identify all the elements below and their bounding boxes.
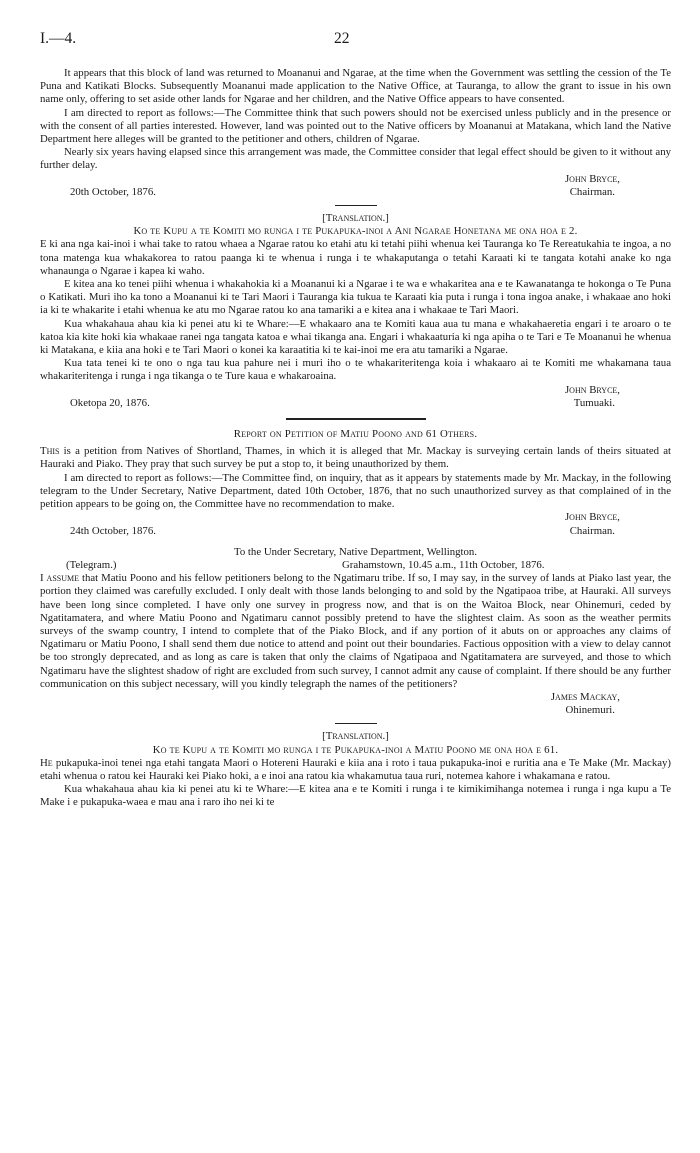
date: 24th October, 1876. (70, 524, 156, 537)
paragraph-text: that Matiu Poono and his fellow petitioners belong to the Ngatimaru tribe. If so, I may say, in the survey of lands at Piako last year, the portion they claimed was carefully excluded. I only dealt with those lands belonging to and sold by the Ngatipaoa tribe, at Hauraki. All surveys have been long since completed. I have only one survey in progress now, and that is on the Waitoa Block, near Ohinemuri, ceded by Ngatitamatera, and where Matiu Poono and Ngatimaru cannot possibly pretend to have the slightest claim. As soon as the weather permits surveys of the swamp country, I intend to complete that of the Piako Block, and if any portion of it abuts on or approaches any claims of Ngatimaru or Matiu Poono, I shall send them due notice to attend and point out their boundaries. Factious opposition with a view to delay cannot be too strongly deprecated, and as long as care is taken that only the claims of Ngatipaoa and Ngatitamatera are surveyed, and those to which Ngatimaru have the slightest shadow of right are excluded from such survey, I cannot admit any cause of complaint. If there should be any further communication on this subject necessary, will you kindly telegraph the names of the petitioners? (40, 572, 672, 690)
translation-label: [Translation.] (322, 212, 389, 225)
signature-title: Chairman. (569, 524, 615, 537)
paragraph: Kua whakahaua ahau kia ki penei atu ki te Whare:—E kitea ana e te Komiti i runga i te kimikimihanga notemea i runga i nga kupu a Te Make i e pukapuka-waea e mau ana i raro iho nei ki te (40, 783, 671, 809)
signature-place: Ohinemuri. (565, 704, 615, 717)
paragraph: Kua whakahaua ahau kia ki penei atu ki te Whare:—E whakaaro ana te Komiti kaua aua tu mana e whakahaeretia engari i te aroaro o te katoa kia kite hoki kia whakaae ranei nga tangata katoa e whai tikanga ana. Engari i whakaaturia ki nga apiha o te Tari e Te Moananui he whenua ki Matakana, e kiia ana hoki e te Tari Maori o konei ka karaatitia ki te kai-inoi me era atu tamariki a Ngarae. (40, 317, 671, 357)
signature-name: John Bryce, (564, 383, 620, 396)
paragraph-text: is a petition from Natives of Shortland, Thames, in which it is alleged that Mr. Mackay is surveying certain lands of theirs situated at Hauraki and Piako. They pray that such survey be put a stop to, it being unauthorized by them. (40, 445, 671, 471)
signature-title: Chairman. (569, 185, 615, 198)
lead-word: This (40, 445, 60, 458)
lead-word: I assume (40, 572, 80, 585)
document-reference: I.—4. (40, 30, 77, 47)
section-divider (286, 418, 426, 420)
paragraph (40, 757, 671, 783)
date-signature-row (40, 397, 671, 410)
divider (335, 723, 377, 724)
paragraph-text: pukapuka-inoi tenei nga etahi tangata Maori o Hotereni Hauraki e kiia ana i roto i taua pukapuka-inoi e ruritia ana e Te Make (Mr. Mackay) etahi whenua o ratou kei Hauraki kei Piako hoki, a e inoi ana ratou kia whakamutua taua ruri, notemea kahore i whakamana e ratou. (40, 756, 671, 782)
date-signature-row (40, 525, 671, 538)
section-heading: Ko te Kupu a te Komiti mo runga i te Pukapuka-inoi a Matiu Poono me ona hoa e 61. (152, 743, 559, 756)
telegram-place-time: Grahamstown, 10.45 a.m., 11th October, 1876. (342, 558, 545, 571)
paragraph (40, 445, 671, 471)
translation-label: [Translation.] (322, 730, 389, 743)
divider (335, 205, 377, 206)
date: Oketopa 20, 1876. (70, 396, 150, 409)
section-heading: Ko te Kupu a te Komiti mo runga i te Pukapuka-inoi a Ani Ngarae Honetana me ona hoa e 2. (133, 225, 578, 238)
date: 20th October, 1876. (70, 185, 156, 198)
telegram-label: (Telegram.) (66, 558, 117, 571)
paragraph: Kua tata tenei ki te ono o nga tau kua pahure nei i muri iho o te whakariteritenga koia i whakaaro ai te Komiti me whakamana taua whakariteritenga i runga i nga tikanga o te Ture kaua e whakaroaina. (40, 357, 671, 383)
paragraph: Nearly six years having elapsed since this arrangement was made, the Committee consider that legal effect should be given to it without any further delay. (40, 146, 671, 172)
signature-name: John Bryce, (564, 511, 620, 524)
paragraph: E kitea ana ko tenei piihi whenua i whakahokia ki a Moananui ki a Ngarae i te wa e whakaritea ana e te Kawanatanga te hokonga o Te Puna o Katikati. Muri iho ka tono a Moananui ki te Tari Maori i Tauranga kia tukua te Karaati kia puta i runga i tona ingoa anake, i whakaae ano hoki ia ki te whakarite i etahi whenua ke atu mo Ngarae ratou ko ana tamariki a e kitea ana i whakaae te Tari Maori. (40, 278, 671, 317)
paragraph: I am directed to report as follows:—The Committee find, on inquiry, that as it appears by statements made by Mr. Mackay, in the following telegram to the Under Secretary, Native Department, dated 10th October, 1876, that no such unauthorized survey as that complained of in the petition appears to be going on, the Committee have no recommendation to make. (40, 471, 671, 511)
signature-title: Tumuaki. (573, 396, 615, 409)
signature-name: John Bryce, (564, 172, 620, 185)
section-heading: Report on Petition of Matiu Poono and 61 Others. (233, 428, 478, 441)
document-body (40, 67, 671, 810)
paragraph: E ki ana nga kai-inoi i whai take to ratou whaea a Ngarae ratou ko etahi atu ki tetahi piihi whenua kei Tauranga ko Te Rereatukahia te ingoa, a no tona matenga kua whakakorea to ratou paanga ki te whenua i runga i te whakaputanga o tetahi Karaati ki te tangata kotahi anake ko nga whanaunga o Ngarae i kapea ki waho. (40, 238, 671, 277)
paragraph: I am directed to report as follows:—The Committee think that such powers should not be exercised unless publicly and in the presence or with the consent of all parties interested. However, land was pointed out to the Native officers by Moananui at Matakana, which land the Native Department here alleges will be granted to the petitioner and others, children of Ngarae. (40, 106, 671, 146)
signature-name: James Mackay, (550, 690, 620, 703)
lead-word: He (40, 756, 53, 769)
page-number: 22 (334, 30, 350, 47)
paragraph (40, 572, 671, 691)
date-signature-row (40, 186, 671, 199)
telegram-header (40, 559, 671, 572)
telegram-addressee: To the Under Secretary, Native Department, Wellington. (233, 545, 478, 558)
paragraph: It appears that this block of land was returned to Moananui and Ngarae, at the time when the Government was settling the cession of the Te Puna and Katikati Blocks. Subsequently Moananui made application to the Native Office, at Tauranga, to allow the grant to issue in his own name only, offering to set aside other lands for Ngarae and her children, and the Native Office appears to have consented. (40, 67, 671, 106)
